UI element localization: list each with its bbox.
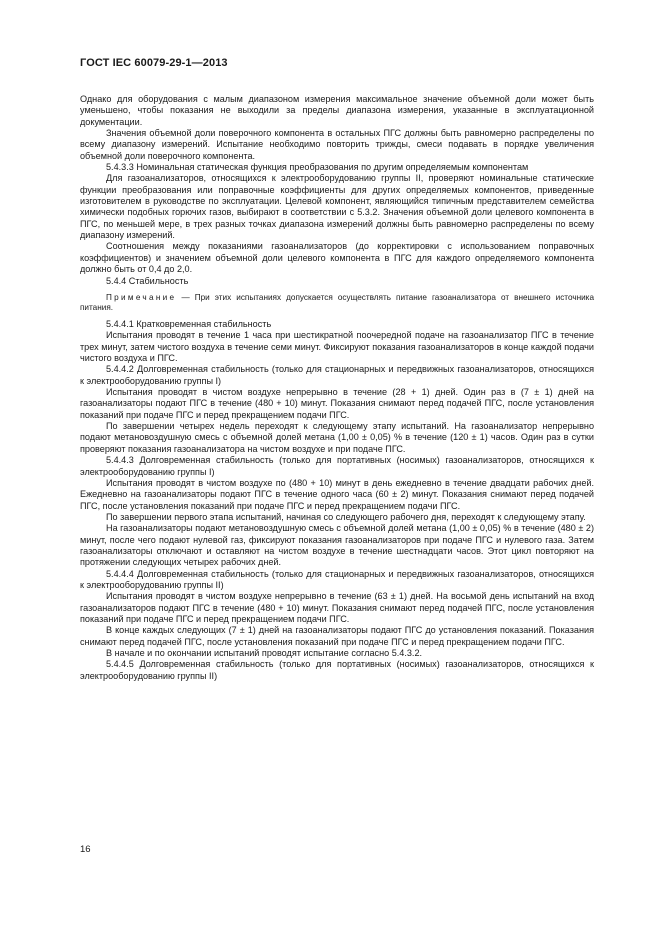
document-code-header: ГОСТ IEC 60079-29-1—2013 [80,57,228,69]
section-heading: 5.4.4.5 Долговременная стабильность (только для портативных (носимых) газоанализаторов, относящихся к электрооборудованию группы II) [80,659,594,681]
section-heading: 5.4.3.3 Номинальная статическая функция преобразования по другим определяемым компонентам [106,162,529,173]
note [80,293,594,314]
section-heading: 5.4.4.2 Долговременная стабильность (только для стационарных и передвижных газоанализаторов, относящихся к электрооборудованию группы I) [80,364,594,386]
note-text: — При этих испытаниях допускается осуществлять питание газоанализатора от внешнего источника питания. [80,292,594,313]
paragraph: По завершении первого этапа испытаний, начиная со следующего рабочего дня, переходят к следующему этапу. [106,511,586,522]
section-heading: 5.4.4.1 Кратковременная стабильность [106,319,272,330]
paragraph: Испытания проводят в чистом воздухе непрерывно в течение (28 + 1) дней. Один раз в (7 ± 1) дней на газоанализаторы подают ПГС в течение (480 + 10) минут. Показания снимают перед подачей ПГС, после установления показаний при подаче ПГС и перед прекращением подачи ПГС. [80,387,594,420]
section-heading: 5.4.4.3 Долговременная стабильность (только для портативных (носимых) газоанализаторов, относящихся к электрооборудованию группы I) [80,455,594,477]
paragraph: Соотношения между показаниями газоанализаторов (до корректировки с использованием поправочных коэффициентов) и значением объемной доли целевого компонента в ПГС для каждого определяемого компонента должно быть от 0,4 до 2,0. [80,241,594,275]
paragraph: На газоанализаторы подают метановоздушную смесь с объемной долей метана (1,00 ± 0,05) % в течение (480 ± 2) минут, после чего подают нулевой газ, фиксируют показания газоанализаторов при подаче ПГС и нулевого газа. Затем газоанализаторы отключают и оставляют на чистом воздухе в течение шестнадцати часов. Этот цикл повторяют на протяжении следующих четырех рабочих дней. [80,523,594,568]
paragraph: Испытания проводят в чистом воздухе по (480 + 10) минут в день ежедневно в течение двадцати рабочих дней. Ежедневно на газоанализаторы подают ПГС в течение одного часа (60 ± 2) минут. Показания снимают перед подачей ПГС, после установления показаний при подаче ПГС и перед прекращением подачи ПГС. [80,477,594,511]
paragraph: Испытания проводят в чистом воздухе непрерывно в течение (63 ± 1) дней. На восьмой день испытаний на вход газоанализаторов подают ПГС в течение (480 + 10) минут. Показания снимают перед подачей ПГС, после установления показаний при подаче ПГС и перед прекращением подачи ПГС. [80,591,594,624]
document-body [80,94,594,682]
paragraph: Для газоанализаторов, относящихся к электрооборудованию группы II, проверяют номинальные статические функции преобразования или поправочные коэффициенты для других определяемых компонентов, приведенные изготовителем в руководстве по эксплуатации. Целевой компонент, являющийся типичным представителем семейства химически подобных горючих газов, выбирают в соответствии с 5.3.2. Значения объемной доли целевого компонента в ПГС, по меньшей мере, в трех разных точках диапазона измерений должны быть равномерно распределены по всему диапазону измерений. [80,173,594,241]
note-label: Примечание [106,292,177,302]
page-number: 16 [80,844,91,855]
paragraph: Испытания проводят в течение 1 часа при шестикратной поочередной подаче на газоанализатор ПГС в течение трех минут, затем чистого воздуха в течение семи минут. Фиксируют показания газоанализаторов в конце каждой подачи чистого воздуха и ПГС. [80,330,594,364]
section-heading: 5.4.4 Стабильность [106,275,189,286]
paragraph: Значения объемной доли поверочного компонента в остальных ПГС должны быть равномерно распределены по всему диапазону измерений. Испытание необходимо повторить трижды, смеси подавать в порядке увеличения объемной доли поверочного компонента. [80,128,594,161]
paragraph: Однако для оборудования с малым диапазоном измерения максимальное значение объемной доли может быть уменьшено, чтобы показания не выходили за пределы диапазона измерения, указанные в эксплуатационной документации. [80,94,594,127]
section-heading: 5.4.4.4 Долговременная стабильность (только для стационарных и передвижных газоанализаторов, относящихся к электрооборудованию группы II) [80,568,594,590]
paragraph: В начале и по окончании испытаний проводят испытание согласно 5.4.3.2. [106,648,423,658]
paragraph: В конце каждых следующих (7 ± 1) дней на газоанализаторы подают ПГС до установления показаний. Показания снимают перед подачей ПГС, после установления показаний при подаче ПГС и перед прекращением подачи ПГС. [80,625,594,647]
paragraph: По завершении четырех недель переходят к следующему этапу испытаний. На газоанализатор непрерывно подают метановоздушную смесь с объемной долей метана (1,00 ± 0,05) % в течение (120 ± 1) часов. Один раз в сутки проверяют показания газоанализатора на чистом воздухе и при подаче ПГС. [80,421,594,454]
